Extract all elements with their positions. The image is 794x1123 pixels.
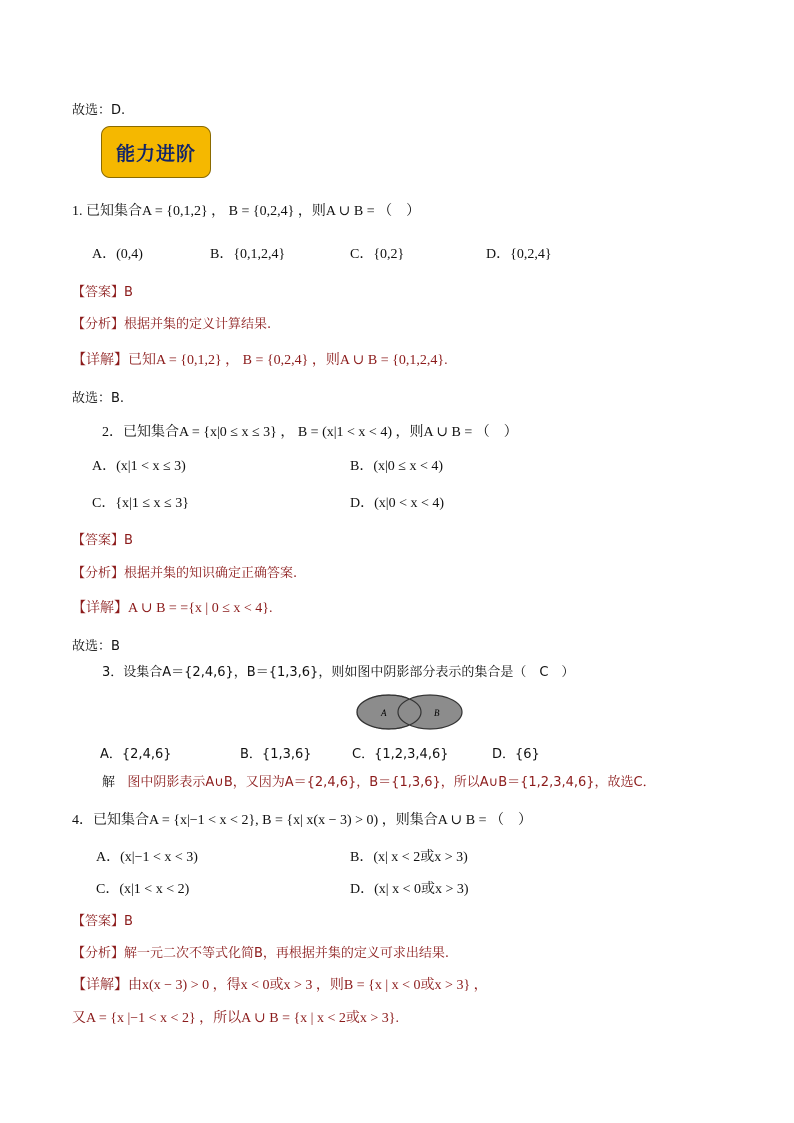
q1-option-d: D．{0,2,4} [486, 247, 552, 262]
q1-answer-text: B [124, 285, 133, 300]
q1-analysis [72, 316, 271, 334]
q4-stem: 4．已知集合A = {x|−1 < x < 2}, B = {x| x(x − 3) > 0) ，则集合A ∪ B = （ ） [72, 813, 532, 828]
q4-option-a: A．(x|−1 < x < 3) [96, 850, 198, 865]
venn-label-b: B [434, 708, 440, 718]
q2-option-a: A．(x|1 < x ≤ 3) [92, 459, 186, 474]
q2-detail [72, 600, 273, 618]
section-badge-label: 能力进阶 [115, 142, 196, 165]
q2-option-d: D．(x|0 < x < 4) [350, 496, 445, 511]
venn-set-b [398, 695, 462, 729]
q2-option-c: C．{x|1 ≤ x ≤ 3} [92, 496, 189, 511]
venn-diagram [354, 692, 466, 732]
q3-solution-text: 图中阴影表示A∪B，又因为A＝{2,4,6}，B＝{1,3,6}，所以A∪B＝{1,2,3,4,6}，故选C． [127, 775, 656, 790]
prev-choice: 故选：D. [72, 103, 126, 118]
q1-option-b: B．{0,1,2,4} [210, 247, 286, 262]
q4-analysis-tag: 【分析】 [72, 946, 125, 961]
q3-option-a: A．{2,4,6} [100, 747, 172, 762]
q2-analysis [72, 565, 297, 583]
q2-detail-tag: 【详解】 [72, 601, 128, 616]
q4-detail-tag: 【详解】 [72, 978, 128, 993]
q1-analysis-text: 根据并集的定义计算结果. [124, 317, 272, 332]
q4-option-d: D．(x| x < 0或x > 3) [350, 882, 469, 897]
q3-stem: 3．设集合A＝{2,4,6}，B＝{1,3,6}，则如图中阴影部分表示的集合是（ C ） [102, 665, 575, 680]
q2-choice: 故选：B [72, 639, 120, 654]
q1-detail-text: 已知A = {0,1,2} ， B = {0,2,4} ，则A ∪ B = {0,1,2,4}. [128, 353, 448, 368]
q2-analysis-tag: 【分析】 [72, 566, 125, 581]
q2-option-b: B．(x|0 ≤ x < 4) [350, 459, 444, 474]
q3-solution [102, 774, 656, 792]
q2-analysis-text: 根据并集的知识确定正确答案. [124, 566, 298, 581]
q2-answer-tag: 【答案】 [72, 533, 125, 548]
q2-answer-text: B [124, 533, 133, 548]
q1-choice: 故选：B. [72, 391, 125, 406]
q4-answer [72, 913, 133, 931]
q1-analysis-tag: 【分析】 [72, 317, 125, 332]
q1-detail [72, 352, 448, 370]
q3-solution-tag: 解 [102, 775, 116, 790]
q4-analysis-text: 解一元二次不等式化简B，再根据并集的定义可求出结果. [124, 946, 450, 961]
q1-answer-tag: 【答案】 [72, 285, 125, 300]
q1-option-a: A．(0,4) [92, 247, 143, 262]
q1-option-c: C．{0,2} [350, 247, 405, 262]
q4-answer-text: B [124, 914, 133, 929]
q4-answer-tag: 【答案】 [72, 914, 125, 929]
q4-detail-text: 由x(x − 3) > 0 ，得x < 0或x > 3 ，则B = {x | x < 0或x > 3} ， [128, 978, 488, 993]
q2-answer [72, 532, 133, 550]
q4-detail-2: 又A = {x |−1 < x < 2} ，所以A ∪ B = {x | x < 2或x > 3}. [72, 1011, 399, 1026]
q2-detail-text: A ∪ B = ={x | 0 ≤ x < 4}. [128, 601, 273, 616]
q3-option-b: B．{1,3,6} [240, 747, 312, 762]
q4-option-c: C．(x|1 < x < 2) [96, 882, 190, 897]
section-badge [101, 126, 211, 178]
q4-option-b: B．(x| x < 2或x > 3) [350, 850, 468, 865]
q3-option-d: D．{6} [492, 747, 540, 762]
venn-label-a: A [381, 708, 387, 718]
q4-analysis [72, 945, 449, 963]
q1-stem: 1. 已知集合A = {0,1,2} ， B = {0,2,4} ，则A ∪ B = （ ） [72, 204, 421, 219]
q1-detail-tag: 【详解】 [72, 353, 128, 368]
q1-answer [72, 284, 133, 302]
q2-stem: 2．已知集合A = {x|0 ≤ x ≤ 3} ， B = (x|1 < x < 4) ，则A ∪ B = （ ） [102, 425, 518, 440]
q3-option-c: C．{1,2,3,4,6} [352, 747, 449, 762]
q4-detail [72, 977, 488, 995]
